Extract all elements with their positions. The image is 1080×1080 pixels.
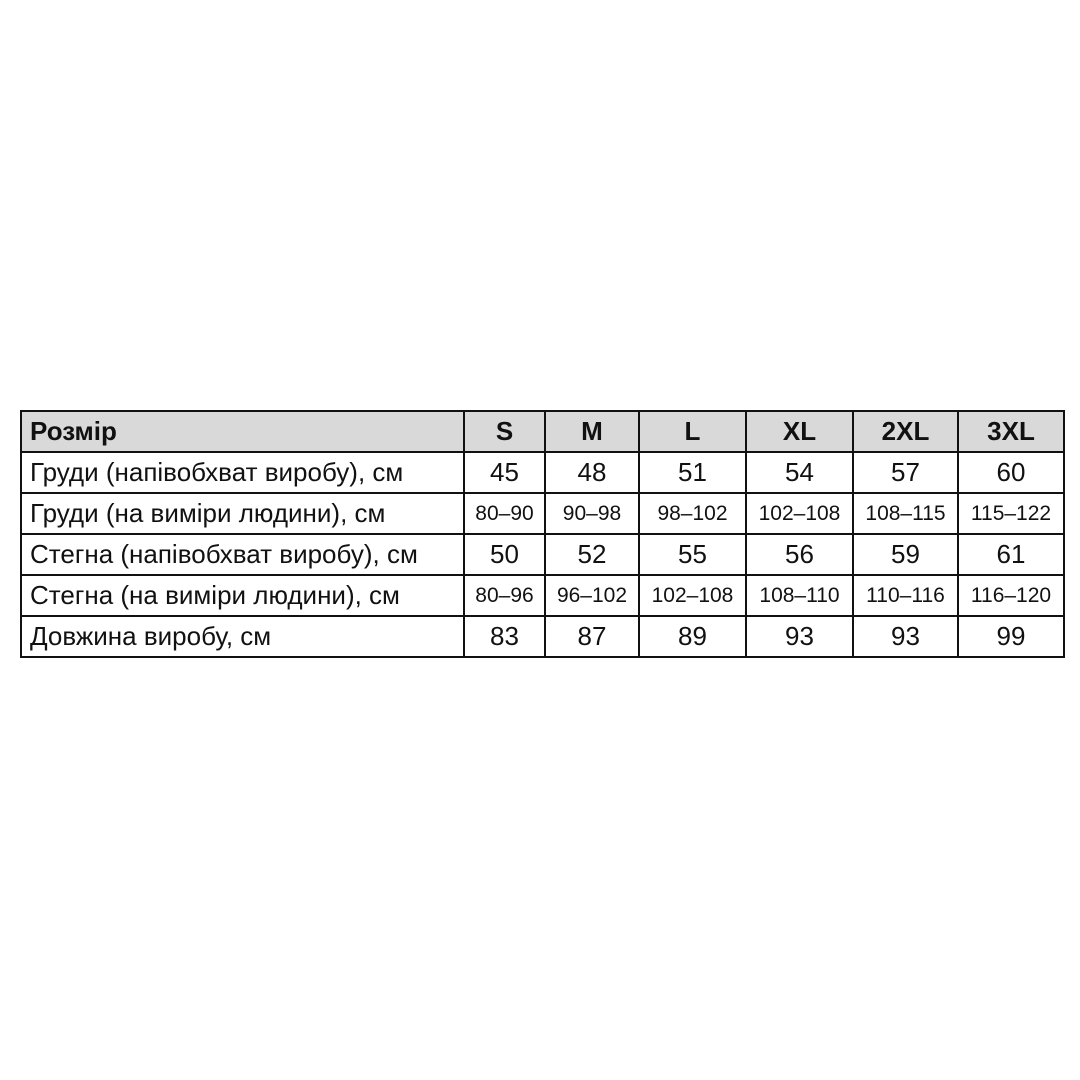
table-row-length — [21, 616, 1064, 657]
size-header-m: M — [545, 411, 639, 452]
row-label: Груди (напівобхват виробу), см — [21, 452, 464, 493]
table-cell: 80–90 — [464, 493, 545, 534]
table-cell: 108–110 — [746, 575, 853, 616]
size-header-xl: XL — [746, 411, 853, 452]
table-cell: 61 — [958, 534, 1064, 575]
table-cell: 110–116 — [853, 575, 958, 616]
table-cell: 80–96 — [464, 575, 545, 616]
table-cell: 57 — [853, 452, 958, 493]
table-cell: 87 — [545, 616, 639, 657]
size-header-3xl: 3XL — [958, 411, 1064, 452]
table-cell: 90–98 — [545, 493, 639, 534]
size-header-s: S — [464, 411, 545, 452]
table-cell: 56 — [746, 534, 853, 575]
table-cell: 93 — [746, 616, 853, 657]
table-cell: 108–115 — [853, 493, 958, 534]
size-header-row — [21, 411, 1064, 452]
size-header-label: Розмір — [21, 411, 464, 452]
table-cell: 102–108 — [639, 575, 746, 616]
table-cell: 54 — [746, 452, 853, 493]
table-cell: 116–120 — [958, 575, 1064, 616]
row-label: Довжина виробу, см — [21, 616, 464, 657]
table-cell: 48 — [545, 452, 639, 493]
row-label: Стегна (напівобхват виробу), см — [21, 534, 464, 575]
table-cell: 55 — [639, 534, 746, 575]
row-label: Груди (на виміри людини), см — [21, 493, 464, 534]
table-row-chest-body — [21, 493, 1064, 534]
size-header-l: L — [639, 411, 746, 452]
row-label: Стегна (на виміри людини), см — [21, 575, 464, 616]
table-cell: 60 — [958, 452, 1064, 493]
table-cell: 99 — [958, 616, 1064, 657]
table-cell: 45 — [464, 452, 545, 493]
table-row-hips-body — [21, 575, 1064, 616]
table-cell: 50 — [464, 534, 545, 575]
table-cell: 51 — [639, 452, 746, 493]
table-cell: 96–102 — [545, 575, 639, 616]
table-cell: 52 — [545, 534, 639, 575]
table-cell: 93 — [853, 616, 958, 657]
size-chart-table — [20, 410, 1065, 658]
table-cell: 83 — [464, 616, 545, 657]
size-header-2xl: 2XL — [853, 411, 958, 452]
table-cell: 59 — [853, 534, 958, 575]
table-cell: 98–102 — [639, 493, 746, 534]
table-cell: 115–122 — [958, 493, 1064, 534]
table-row-chest-garment — [21, 452, 1064, 493]
table-cell: 89 — [639, 616, 746, 657]
table-cell: 102–108 — [746, 493, 853, 534]
table-row-hips-garment — [21, 534, 1064, 575]
